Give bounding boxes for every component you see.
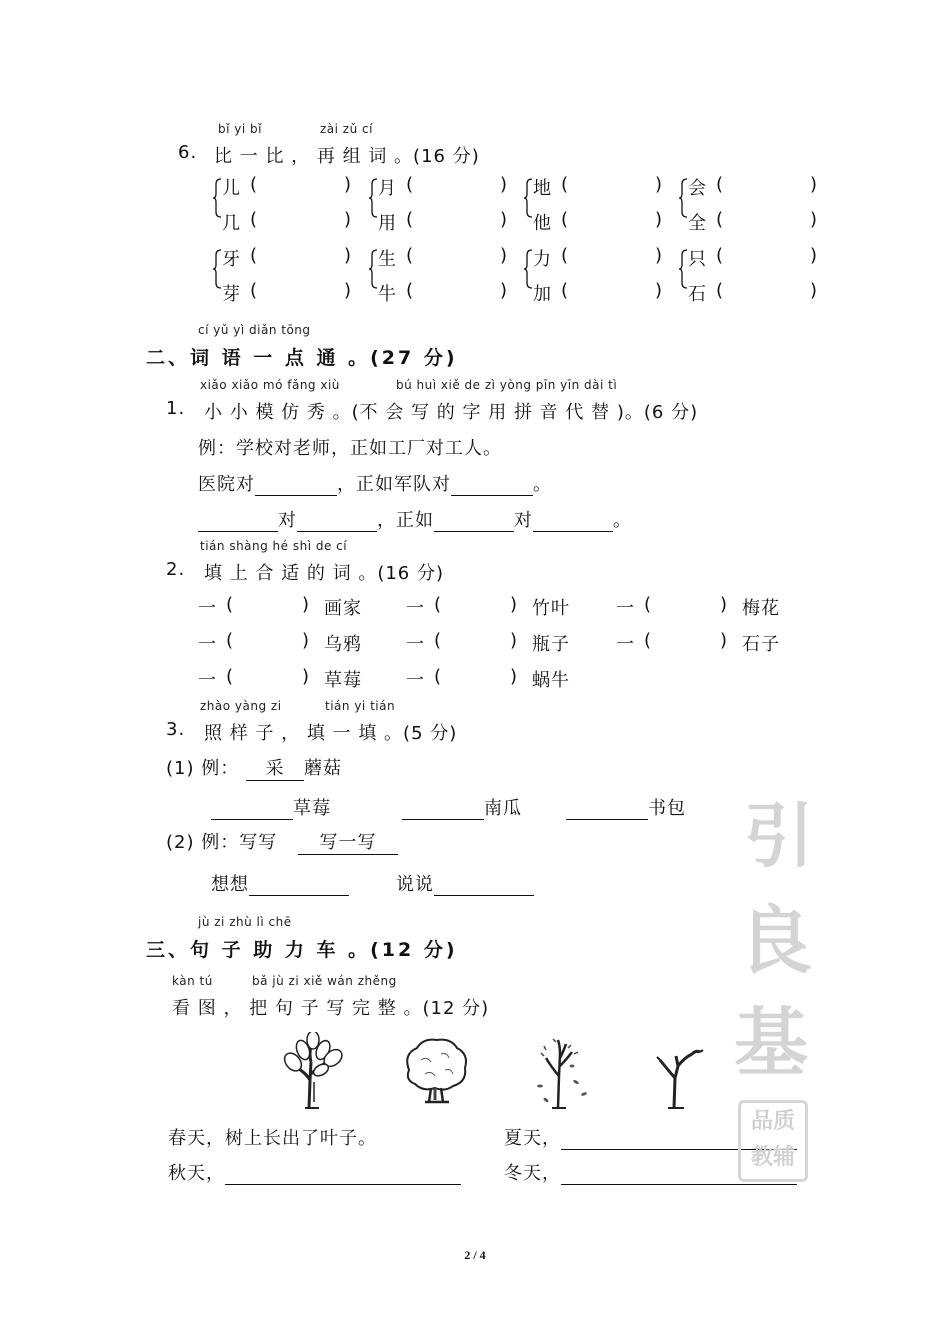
sec2-q1-title: 小 小 模 仿 秀 。(不 会 写 的 字 用 拼 音 代 替 )。(6 分) — [204, 402, 699, 423]
q6-answer-open-paren[interactable]: ( — [561, 174, 569, 195]
q2-word: 蜗牛 — [532, 670, 570, 691]
q6-answer-close-paren: ) — [344, 245, 352, 266]
q6-char-bot: 石 — [688, 284, 706, 305]
sec3-sub-pinyin-a: kàn tú — [172, 974, 213, 988]
q6-answer-close-paren: ) — [810, 209, 818, 230]
q2-word: 瓶子 — [532, 634, 570, 655]
sec3-title: 三、句 子 助 力 车 。(12 分) — [146, 939, 458, 961]
q6-answer-open-paren[interactable]: ( — [716, 174, 724, 195]
q2-word: 画家 — [324, 598, 362, 619]
q6-answer-close-paren: ) — [655, 209, 663, 230]
q2-close-paren: ) — [720, 594, 729, 615]
q2-yi: 一 — [198, 670, 217, 691]
sec3-autumn-sentence — [168, 1159, 461, 1185]
q6-answer-open-paren[interactable]: ( — [250, 209, 258, 230]
spring-tree-icon — [283, 1032, 343, 1110]
sec3-summer-label: 夏天， — [504, 1128, 561, 1149]
watermark-char-2: 良 — [738, 898, 812, 984]
sec2-q1-example: 例：学校对老师，正如工厂对工人。 — [198, 438, 502, 459]
q6-char-bot: 用 — [378, 213, 396, 234]
sec2-q3-part1-item — [566, 794, 686, 820]
sec2-q1-line3-a: 对 — [278, 510, 297, 531]
q2-open-paren[interactable]: ( — [644, 594, 653, 615]
sec2-q1-line3-d: 。 — [613, 510, 632, 531]
q6-char-bot: 几 — [222, 213, 240, 234]
q6-answer-open-paren[interactable]: ( — [406, 209, 414, 230]
sec3-spring-sentence: 春天，树上长出了叶子。 — [168, 1128, 377, 1149]
q6-char-top: 会 — [688, 178, 706, 199]
q6-answer-close-paren: ) — [810, 245, 818, 266]
sec2-q3-part1-item-3: 书包 — [648, 798, 686, 819]
watermark-seal-bottom: 教辅 — [750, 1144, 795, 1170]
q2-close-paren: ) — [720, 630, 729, 651]
sec2-q3-part1-label: (1) 例： — [166, 758, 240, 779]
q2-yi: 一 — [198, 634, 217, 655]
sec2-q3-part1-example-word: 采 — [246, 754, 304, 781]
q2-yi: 一 — [198, 598, 217, 619]
q6-answer-open-paren[interactable]: ( — [250, 174, 258, 195]
answer-blank[interactable] — [255, 477, 337, 496]
brace-icon — [523, 178, 533, 218]
sec2-q1-line3 — [198, 506, 632, 532]
q6-answer-open-paren[interactable]: ( — [561, 280, 569, 301]
q6-char-bot: 牛 — [378, 284, 396, 305]
q6-answer-open-paren[interactable]: ( — [406, 174, 414, 195]
q6-char-top: 儿 — [222, 178, 240, 199]
q2-yi: 一 — [406, 670, 425, 691]
sec2-pinyin: cí yǔ yì diǎn tōng — [198, 323, 311, 337]
q2-open-paren[interactable]: ( — [434, 666, 443, 687]
brace-icon — [368, 178, 378, 218]
sec2-q3-number: 3. — [166, 719, 186, 740]
q6-char-top: 力 — [533, 249, 551, 270]
sec2-q3-part2-item-2: 说说 — [396, 874, 434, 895]
q6-char-bot: 全 — [688, 213, 706, 234]
sec2-q1-pinyin-a: xiǎo xiǎo mó fǎng xiù — [200, 378, 340, 392]
sec2-q1-pinyin-b: bú huì xiě de zì yòng pīn yīn dài tì — [396, 378, 618, 392]
q6-answer-close-paren: ) — [810, 280, 818, 301]
watermark-char-1: 引 — [744, 794, 814, 877]
sec2-q3-part1-item — [402, 794, 522, 820]
answer-blank[interactable] — [566, 801, 648, 820]
brace-icon — [678, 178, 688, 218]
brace-icon — [368, 249, 378, 289]
q6-answer-open-paren[interactable]: ( — [716, 209, 724, 230]
q6-title: 比 一 比 ， 再 组 词 。(16 分) — [214, 146, 480, 167]
q6-char-top: 只 — [688, 249, 706, 270]
sec2-title: 二、词 语 一 点 通 。(27 分) — [146, 347, 458, 369]
q2-open-paren[interactable]: ( — [226, 594, 235, 615]
sec2-q2-title: 填 上 合 适 的 词 。(16 分) — [204, 563, 445, 584]
q6-answer-open-paren[interactable]: ( — [716, 280, 724, 301]
q6-answer-close-paren: ) — [344, 280, 352, 301]
sec2-q1-number: 1. — [166, 398, 186, 419]
q2-close-paren: ) — [302, 630, 311, 651]
answer-blank[interactable] — [211, 801, 293, 820]
q2-open-paren[interactable]: ( — [226, 630, 235, 651]
q6-answer-open-paren[interactable]: ( — [561, 209, 569, 230]
answer-blank[interactable] — [198, 513, 278, 532]
q6-answer-close-paren: ) — [500, 174, 508, 195]
q6-char-bot: 他 — [533, 213, 551, 234]
q2-yi: 一 — [406, 634, 425, 655]
sec2-q1-line2-c: 。 — [533, 474, 552, 495]
q2-close-paren: ) — [510, 630, 519, 651]
sec2-q1-line3-c: 对 — [514, 510, 533, 531]
q6-number: 6. — [178, 142, 198, 163]
q6-answer-close-paren: ) — [500, 209, 508, 230]
sec3-sub-pinyin-b: bǎ jù zi xiě wán zhěng — [252, 974, 397, 988]
answer-blank[interactable] — [451, 477, 533, 496]
q6-pinyin-zuci: zài zǔ cí — [320, 122, 373, 136]
q2-close-paren: ) — [302, 666, 311, 687]
q6-answer-close-paren: ) — [655, 280, 663, 301]
sec2-q3-part1-item — [211, 794, 331, 820]
brace-icon — [212, 249, 222, 289]
q2-yi: 一 — [616, 598, 635, 619]
summer-tree-icon — [401, 1036, 471, 1106]
q2-word: 乌鸦 — [324, 634, 362, 655]
sec3-pinyin: jù zi zhù lì chē — [198, 915, 292, 929]
sec2-q3-part1-example-tail: 蘑菇 — [303, 758, 342, 779]
q6-pinyin-compare: bǐ yi bǐ — [218, 122, 262, 136]
q2-close-paren: ) — [302, 594, 311, 615]
brace-icon — [212, 178, 222, 218]
answer-blank[interactable] — [434, 513, 514, 532]
watermark-char-3: 基 — [734, 1000, 808, 1086]
sec2-q3-pinyin-b: tián yi tián — [325, 699, 396, 713]
q6-answer-close-paren: ) — [655, 174, 663, 195]
sec2-q2-number: 2. — [166, 559, 186, 580]
sec2-q3-part1-example — [166, 754, 342, 781]
sec2-q3-part2-item — [211, 870, 349, 896]
q6-char-top: 地 — [533, 178, 551, 199]
sec2-q1-line2-a: 医院对 — [198, 474, 255, 495]
q6-answer-close-paren: ) — [500, 280, 508, 301]
q2-word: 石子 — [742, 634, 780, 655]
sec2-q3-part2-item-1: 想想 — [211, 874, 249, 895]
answer-blank[interactable] — [402, 801, 484, 820]
q2-word: 竹叶 — [532, 598, 570, 619]
q6-answer-open-paren[interactable]: ( — [250, 280, 258, 301]
q2-open-paren[interactable]: ( — [434, 594, 443, 615]
q2-close-paren: ) — [510, 594, 519, 615]
q6-char-top: 生 — [378, 249, 396, 270]
q2-close-paren: ) — [510, 666, 519, 687]
sec2-q1-line3-b: ，正如 — [377, 510, 434, 531]
answer-blank[interactable] — [533, 513, 613, 532]
sec2-q3-part2-example — [166, 828, 398, 855]
q2-word: 梅花 — [742, 598, 780, 619]
watermark-seal — [738, 1100, 808, 1182]
q6-char-bot: 芽 — [222, 284, 240, 305]
sec2-q3-part2-example-answer: 写一写 — [298, 828, 398, 855]
q2-yi: 一 — [616, 634, 635, 655]
q2-word: 草莓 — [324, 670, 362, 691]
page-number: 2 / 4 — [464, 1248, 486, 1262]
q6-answer-open-paren[interactable]: ( — [250, 245, 258, 266]
q2-yi: 一 — [406, 598, 425, 619]
brace-icon — [523, 249, 533, 289]
answer-blank[interactable] — [249, 877, 349, 896]
autumn-tree-icon — [530, 1036, 594, 1110]
q6-answer-open-paren[interactable]: ( — [561, 245, 569, 266]
q6-answer-close-paren: ) — [344, 209, 352, 230]
sec2-q1-line2 — [198, 470, 552, 496]
q6-char-top: 牙 — [222, 249, 240, 270]
q6-answer-close-paren: ) — [344, 174, 352, 195]
sec2-q2-pinyin: tián shàng hé shì de cí — [200, 539, 348, 553]
sec2-q3-part2-label: (2) 例：写写 — [166, 832, 278, 853]
sec3-sub-title: 看 图 ， 把 句 子 写 完 整 。(12 分) — [172, 998, 490, 1019]
sec2-q1-line2-b: ，正如军队对 — [337, 474, 451, 495]
q2-open-paren[interactable]: ( — [434, 630, 443, 651]
sec3-autumn-label: 秋天， — [168, 1163, 225, 1184]
sec2-q3-title: 照 样 子 ， 填 一 填 。(5 分) — [204, 723, 458, 744]
answer-blank[interactable] — [225, 1166, 461, 1185]
q6-answer-close-paren: ) — [810, 174, 818, 195]
q6-answer-open-paren[interactable]: ( — [406, 245, 414, 266]
q2-open-paren[interactable]: ( — [644, 630, 653, 651]
watermark-seal-top: 品质 — [750, 1108, 795, 1134]
brace-icon — [678, 249, 688, 289]
q2-open-paren[interactable]: ( — [226, 666, 235, 687]
sec3-winter-label: 冬天， — [504, 1163, 561, 1184]
sec2-q3-pinyin-a: zhào yàng zi — [200, 699, 282, 713]
q6-answer-open-paren[interactable]: ( — [406, 280, 414, 301]
answer-blank[interactable] — [297, 513, 377, 532]
q6-char-top: 月 — [378, 178, 396, 199]
sec2-q3-part2-item — [396, 870, 534, 896]
q6-answer-open-paren[interactable]: ( — [716, 245, 724, 266]
q6-answer-close-paren: ) — [500, 245, 508, 266]
q6-answer-close-paren: ) — [655, 245, 663, 266]
sec2-q3-part1-item-1: 草莓 — [293, 798, 331, 819]
q6-char-bot: 加 — [533, 284, 551, 305]
winter-tree-icon — [652, 1044, 706, 1110]
sec2-q3-part1-item-2: 南瓜 — [484, 798, 522, 819]
answer-blank[interactable] — [434, 877, 534, 896]
